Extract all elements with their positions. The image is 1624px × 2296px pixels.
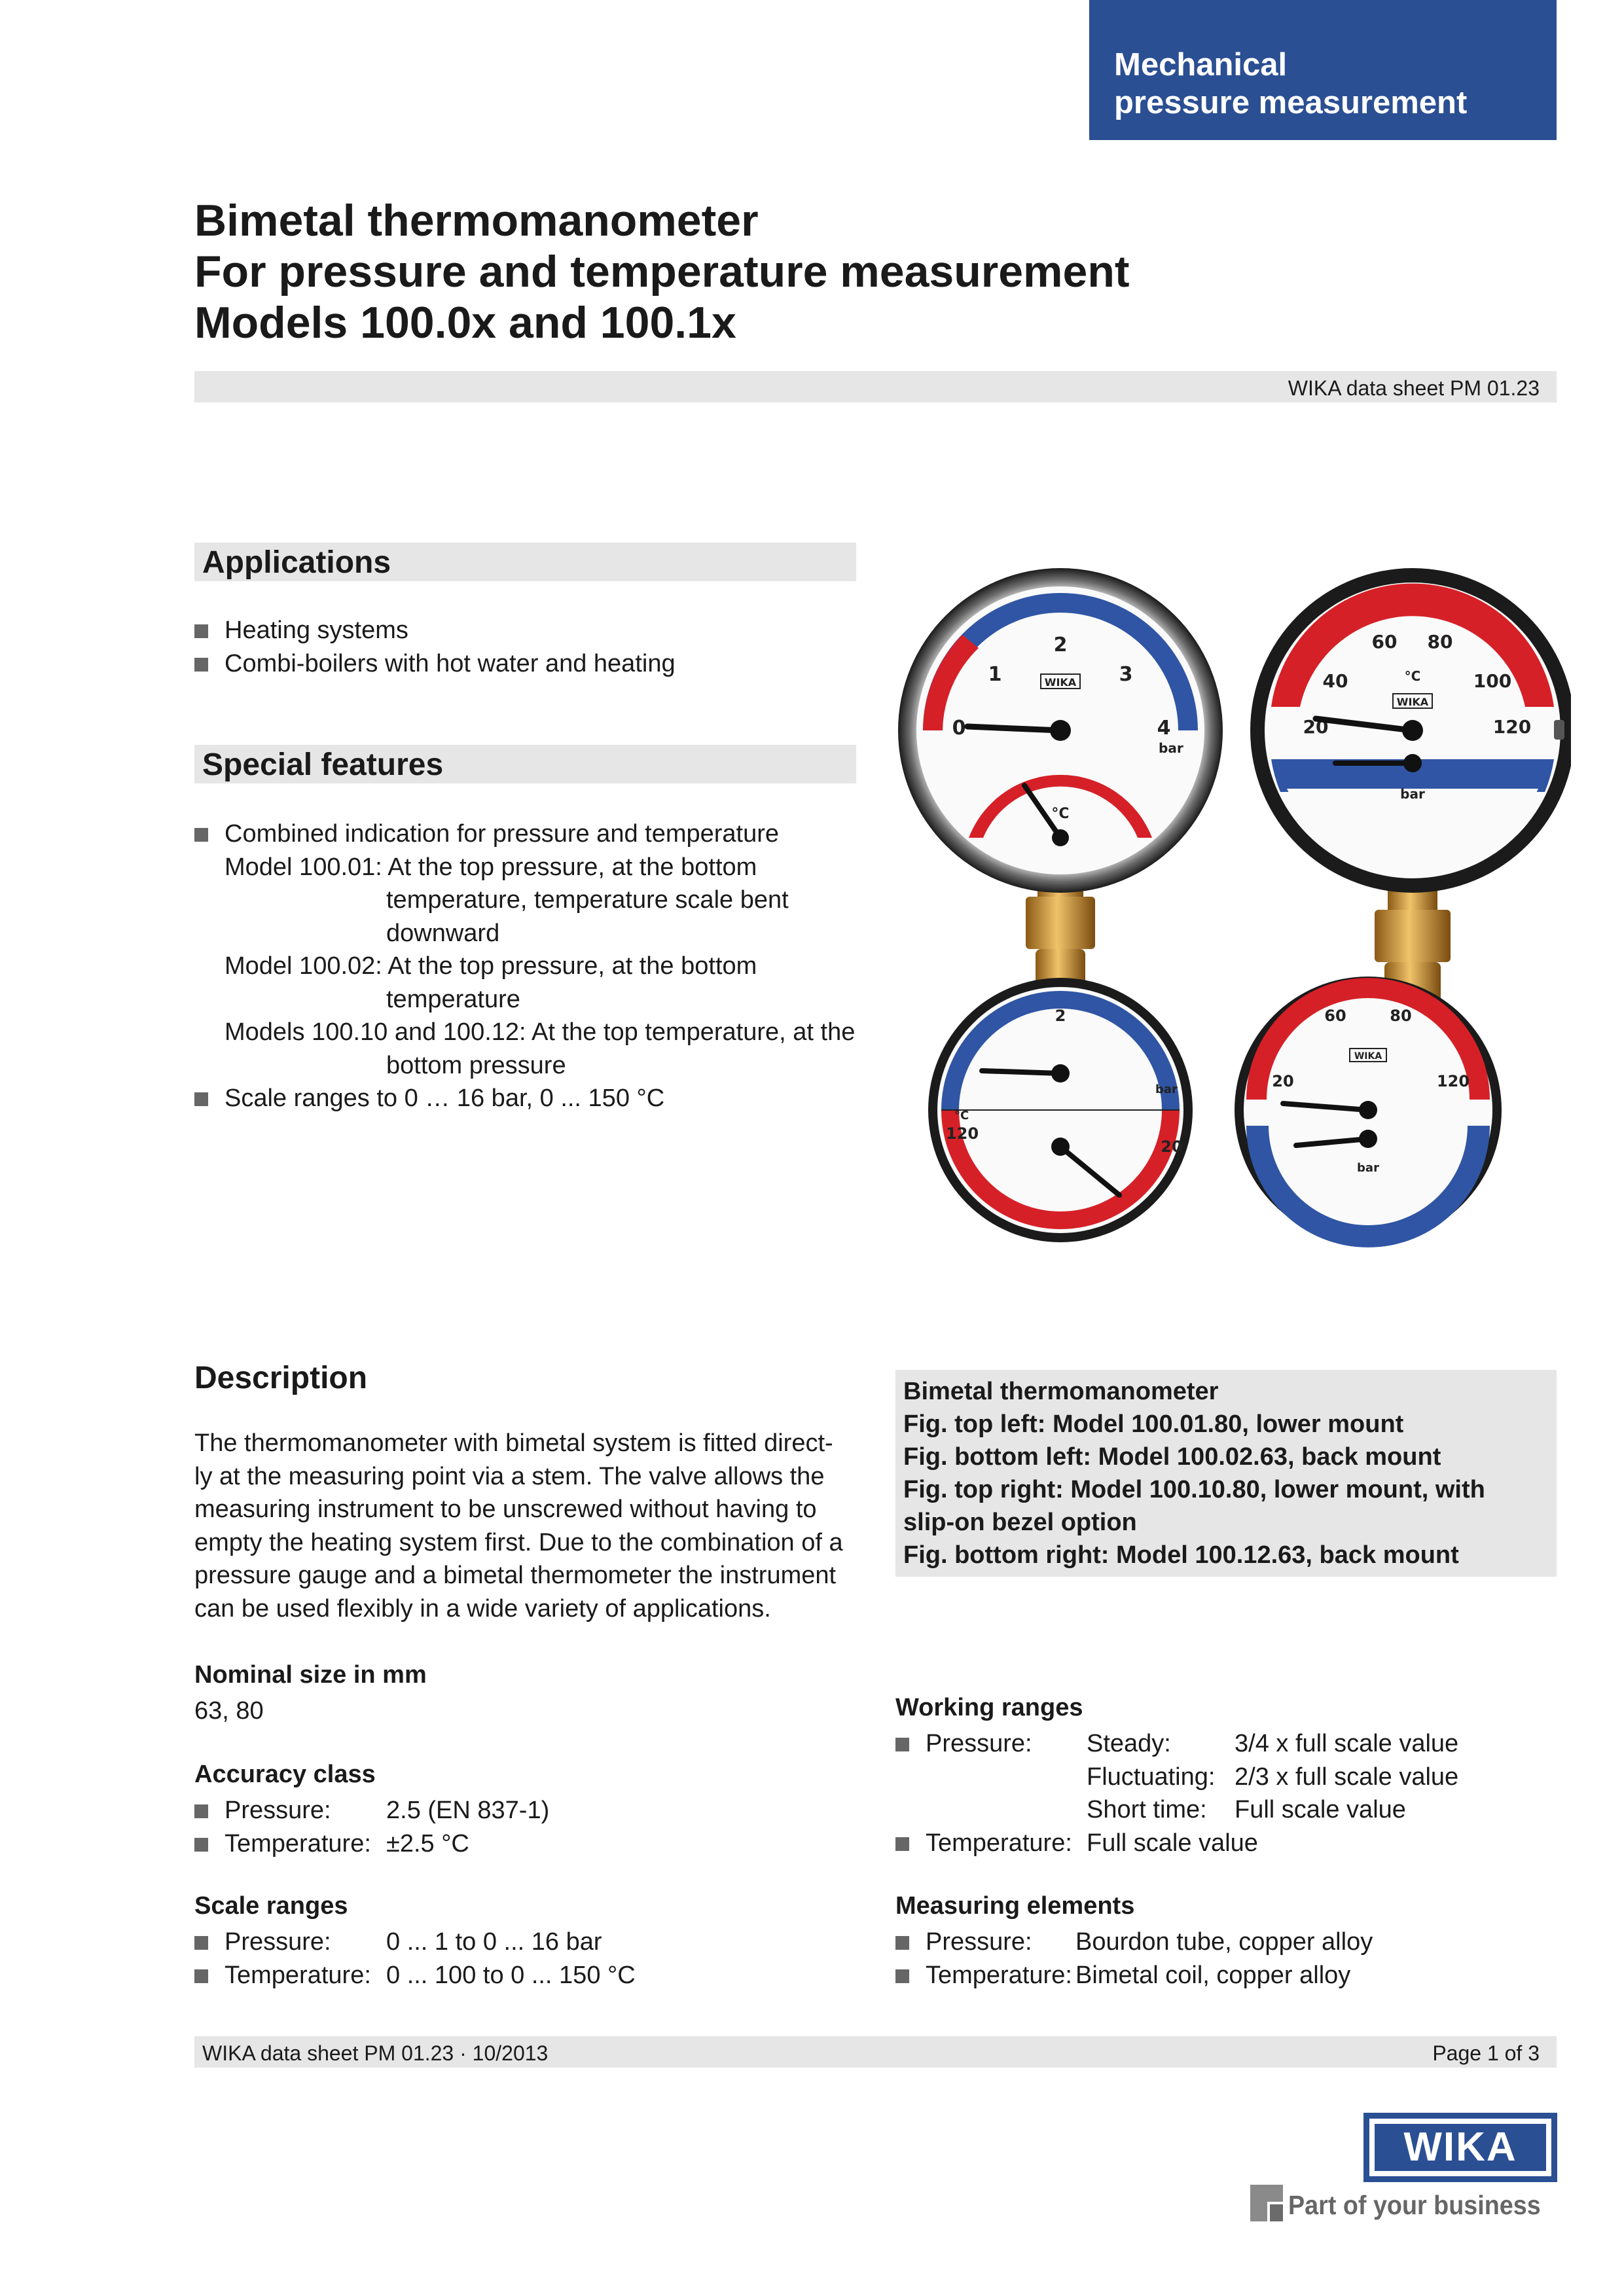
feature-line: Model 100.02: At the top pressure, at the bottom bbox=[225, 952, 757, 980]
description-text bbox=[194, 1427, 843, 1625]
row-value: 0 ... 100 to 0 ... 150 °C bbox=[386, 1961, 636, 1989]
measuring-elements-list bbox=[895, 1926, 1373, 1992]
scale-label: 3 bbox=[1119, 663, 1133, 686]
feature-line: temperature, temperature scale bent bbox=[386, 886, 789, 914]
logo-text: WIKA bbox=[1375, 2124, 1546, 2171]
gauge-unit: °C bbox=[1051, 806, 1070, 822]
gauge-unit: °C bbox=[954, 1109, 969, 1122]
feature-line: downward bbox=[386, 919, 500, 947]
list-item bbox=[194, 1827, 549, 1861]
accuracy-class-heading: Accuracy class bbox=[194, 1761, 376, 1788]
nominal-size-value: 63, 80 bbox=[194, 1697, 264, 1725]
gauge-brand: WIKA bbox=[1396, 696, 1429, 708]
gauge-top-left bbox=[898, 568, 1223, 1047]
list-item: Scale ranges to 0 … 16 bar, 0 ... 150 °C bbox=[194, 1082, 855, 1115]
scale-label: 2 bbox=[1055, 1007, 1066, 1025]
gauge-bottom-left bbox=[928, 978, 1193, 1242]
caption-line: Bimetal thermomanometer bbox=[903, 1378, 1219, 1405]
list-item bbox=[194, 1794, 549, 1827]
gauge-unit: bar bbox=[1159, 740, 1183, 756]
row-value: Full scale value bbox=[1235, 1796, 1406, 1823]
scale-label: 100 bbox=[1473, 670, 1512, 692]
caption-line: Fig. bottom right: Model 100.12.63, back mount bbox=[903, 1541, 1459, 1569]
list-item bbox=[895, 1827, 1458, 1860]
title-line1: Bimetal thermomanometer bbox=[194, 196, 759, 245]
feature-line: Model 100.01: At the top pressure, at the bottom bbox=[225, 853, 757, 881]
applications-heading: Applications bbox=[202, 545, 391, 580]
tagline-mark bbox=[1250, 2185, 1283, 2221]
description-line: ly at the measuring point via a stem. The valve allows the bbox=[194, 1462, 825, 1490]
row-label: Temperature: bbox=[926, 1961, 1072, 1989]
measuring-elements-heading: Measuring elements bbox=[895, 1892, 1135, 1920]
scale-label: 20 bbox=[1272, 1072, 1294, 1090]
row-label: Pressure: bbox=[225, 1797, 331, 1824]
row-label: Temperature: bbox=[926, 1829, 1072, 1857]
feature-line: bottom pressure bbox=[386, 1051, 566, 1079]
gauge-unit: °C bbox=[1404, 668, 1421, 684]
scale-label: 20 bbox=[1303, 716, 1329, 738]
scale-label: 60 bbox=[1371, 631, 1398, 653]
description-heading: Description bbox=[194, 1361, 368, 1395]
scale-label: 0 bbox=[952, 717, 966, 740]
row-label: Pressure: bbox=[926, 1928, 1032, 1956]
scale-label: 1 bbox=[988, 663, 1002, 686]
list-item bbox=[895, 1959, 1373, 1992]
row-value: Bimetal coil, copper alloy bbox=[1075, 1961, 1351, 1989]
scale-label: 60 bbox=[1324, 1007, 1346, 1025]
title-line3: Models 100.0x and 100.1x bbox=[194, 298, 736, 348]
list-item bbox=[895, 1793, 1458, 1827]
list-item bbox=[895, 1761, 1458, 1794]
product-photos bbox=[864, 563, 1571, 1335]
gauge-brand: WIKA bbox=[1354, 1051, 1382, 1062]
scale-ranges-list bbox=[194, 1926, 636, 1992]
applications-list bbox=[194, 614, 676, 680]
special-features-list bbox=[194, 817, 855, 1115]
scale-label: 120 bbox=[1436, 1072, 1470, 1090]
gauge-unit: bar bbox=[1400, 786, 1425, 802]
list-item: Combined indication for pressure and temperature bbox=[194, 817, 855, 851]
working-ranges-list bbox=[895, 1727, 1458, 1859]
list-item: Combi-boilers with hot water and heating bbox=[194, 647, 676, 681]
row-value: ±2.5 °C bbox=[386, 1829, 469, 1857]
description-line: can be used flexibly in a wide variety of applications. bbox=[194, 1594, 771, 1623]
document-title bbox=[194, 195, 1130, 348]
row-value: 2.5 (EN 837-1) bbox=[386, 1797, 550, 1824]
row-value: 0 ... 1 to 0 ... 16 bar bbox=[386, 1928, 602, 1956]
list-item bbox=[194, 1926, 636, 1959]
row-label: Pressure: bbox=[225, 1928, 331, 1956]
row-label: Temperature: bbox=[225, 1961, 371, 1989]
title-line2: For pressure and temperature measurement bbox=[194, 247, 1130, 296]
tagline: Part of your business bbox=[1288, 2190, 1541, 2220]
scale-label: 120 bbox=[1492, 716, 1532, 738]
feature-line: temperature bbox=[386, 985, 520, 1013]
description-line: pressure gauge and a bimetal thermometer the instrument bbox=[194, 1562, 837, 1589]
applications-heading-bar bbox=[194, 543, 856, 581]
category-line1: Mechanical bbox=[1114, 47, 1288, 82]
caption-line: slip-on bezel option bbox=[903, 1509, 1137, 1536]
row-label: Fluctuating: bbox=[1087, 1763, 1216, 1791]
row-label: Pressure: bbox=[926, 1730, 1032, 1757]
gauge-unit: bar bbox=[1357, 1161, 1379, 1175]
description-line: measuring instrument to be unscrewed without having to bbox=[194, 1496, 817, 1523]
row-label: Steady: bbox=[1087, 1730, 1171, 1757]
accuracy-class-list bbox=[194, 1794, 549, 1860]
datasheet-bar bbox=[194, 371, 1557, 403]
row-value: 2/3 x full scale value bbox=[1235, 1763, 1459, 1791]
special-features-heading: Special features bbox=[202, 747, 444, 782]
page-number: Page 1 of 3 bbox=[1432, 2041, 1540, 2065]
list-item: Heating systems bbox=[194, 614, 676, 647]
feature-line: Models 100.10 and 100.12: At the top temperature, at the bbox=[225, 1018, 856, 1046]
footer-ref: WIKA data sheet PM 01.23 · 10/2013 bbox=[202, 2041, 549, 2065]
special-features-heading-bar bbox=[194, 745, 856, 783]
gauge-brand: WIKA bbox=[1044, 676, 1077, 689]
category-line2: pressure measurement bbox=[1114, 85, 1468, 120]
footer-bar bbox=[194, 2036, 1557, 2068]
scale-ranges-heading: Scale ranges bbox=[194, 1892, 348, 1920]
row-value: Full scale value bbox=[1087, 1829, 1258, 1857]
gauge-unit: bar bbox=[1155, 1083, 1178, 1096]
gauge-bottom-right bbox=[1235, 977, 1502, 1247]
caption-line: Fig. top right: Model 100.10.80, lower mount, with bbox=[903, 1476, 1485, 1503]
wika-logo bbox=[1363, 2113, 1557, 2182]
description-line: The thermomanometer with bimetal system is fitted direct- bbox=[194, 1429, 833, 1457]
scale-label: 120 bbox=[945, 1124, 979, 1143]
row-label: Short time: bbox=[1087, 1796, 1207, 1823]
list-item bbox=[895, 1926, 1373, 1959]
list-item bbox=[194, 1959, 636, 1992]
list-item bbox=[895, 1727, 1458, 1761]
caption-line: Fig. bottom left: Model 100.02.63, back mount bbox=[903, 1443, 1441, 1471]
row-label: Temperature: bbox=[225, 1829, 371, 1857]
row-value: Bourdon tube, copper alloy bbox=[1075, 1928, 1373, 1956]
caption-line: Fig. top left: Model 100.01.80, lower mount bbox=[903, 1410, 1404, 1438]
scale-label: 80 bbox=[1390, 1007, 1412, 1025]
datasheet-ref: WIKA data sheet PM 01.23 bbox=[1288, 376, 1540, 400]
scale-label: 20 bbox=[1161, 1138, 1183, 1156]
scale-label: 80 bbox=[1427, 631, 1453, 653]
scale-label: 2 bbox=[1053, 634, 1068, 656]
nominal-size-heading: Nominal size in mm bbox=[194, 1661, 427, 1689]
row-value: 3/4 x full scale value bbox=[1235, 1730, 1459, 1757]
working-ranges-heading: Working ranges bbox=[895, 1694, 1083, 1721]
scale-label: 40 bbox=[1322, 670, 1348, 692]
category-banner bbox=[1089, 0, 1557, 140]
scale-label: 4 bbox=[1157, 717, 1171, 740]
description-line: empty the heating system first. Due to the combination of a bbox=[194, 1528, 843, 1556]
figure-caption bbox=[895, 1370, 1557, 1577]
